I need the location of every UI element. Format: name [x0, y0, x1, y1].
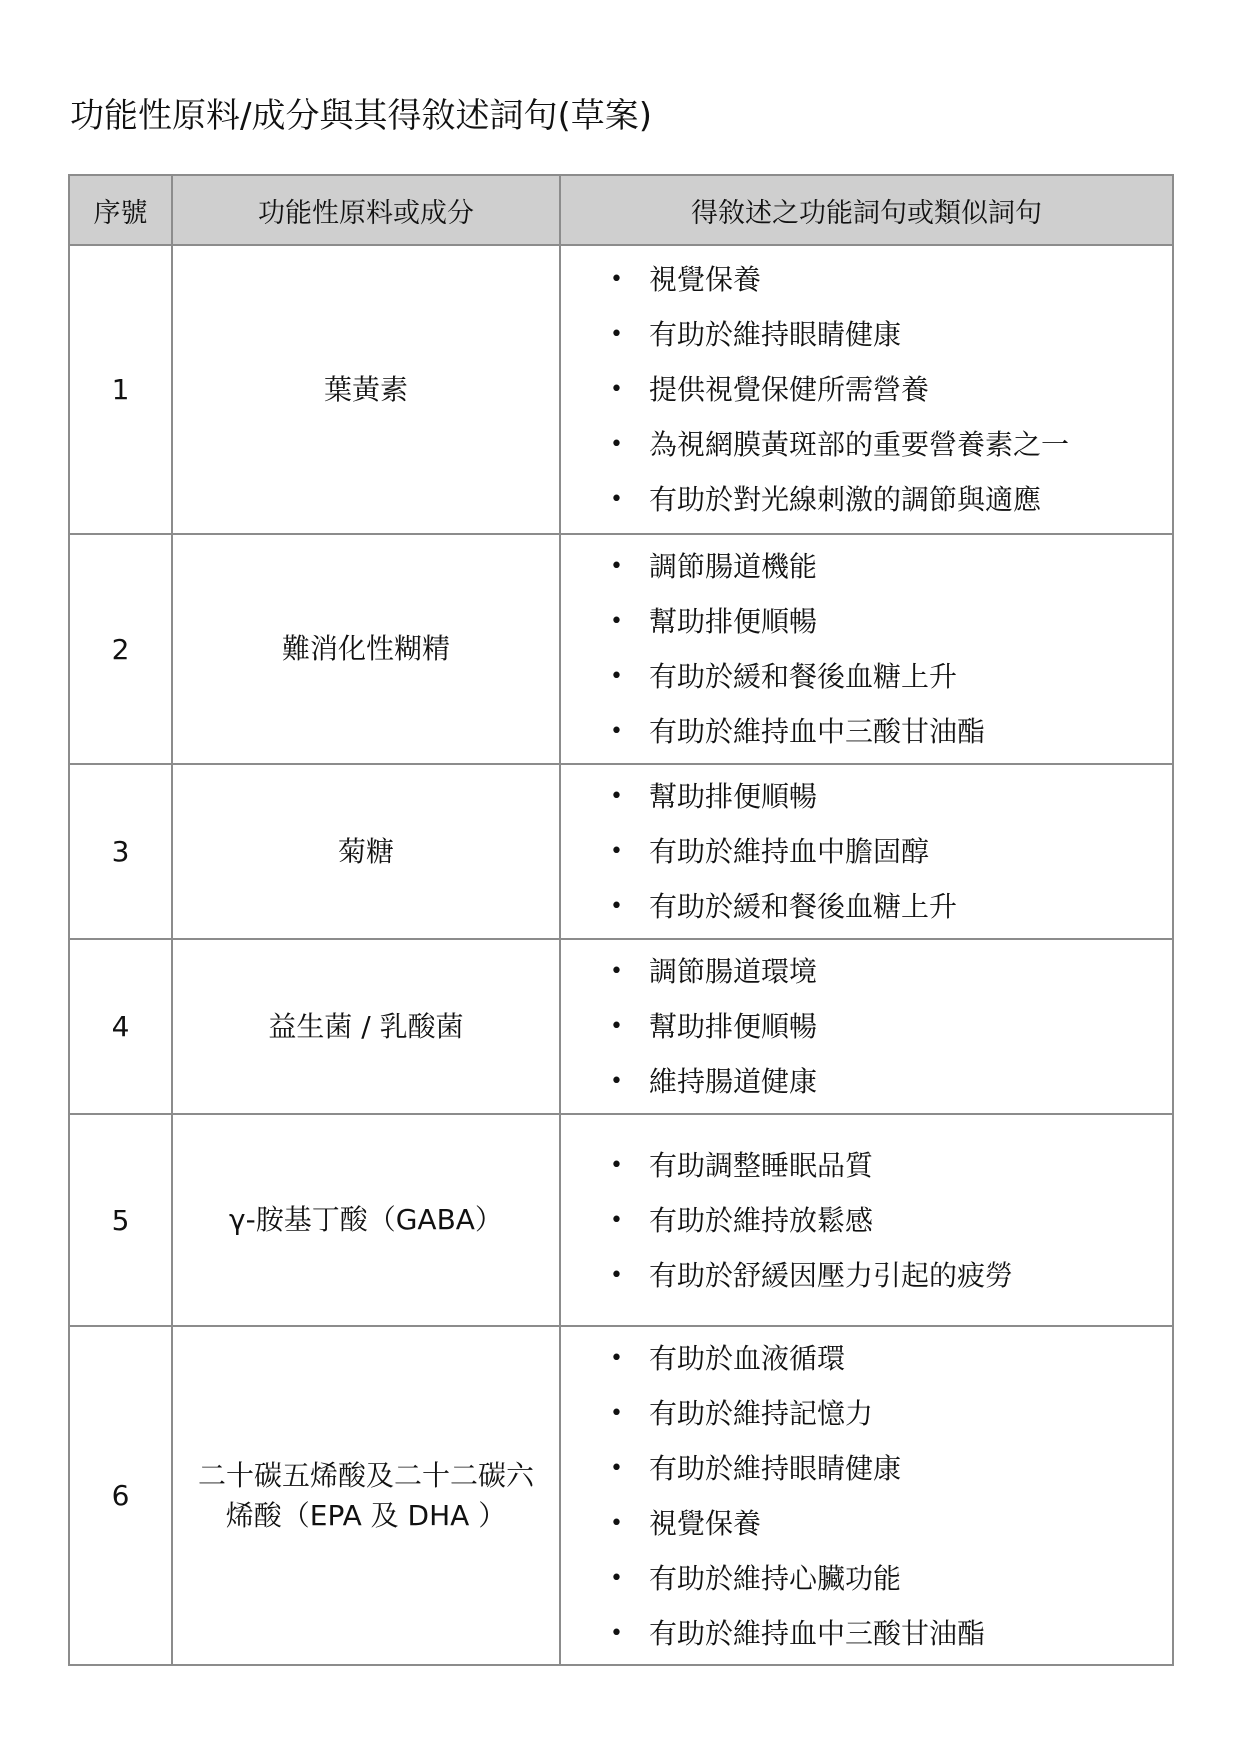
row-number: 3 — [69, 764, 172, 939]
ingredient-name: 葉黃素 — [323, 372, 408, 406]
claims-list — [561, 252, 1172, 527]
claims-cell — [560, 1114, 1173, 1326]
claim-item — [561, 649, 1172, 704]
ingredient-name: 難消化性糊精 — [281, 632, 450, 665]
ingredient-name-line-1: 二十碳五烯酸及二十二碳六 — [197, 1458, 534, 1492]
bullet-icon: • — [610, 839, 623, 864]
bullet-icon: • — [610, 1620, 623, 1646]
ingredient-claims-table — [68, 174, 1174, 1666]
bullet-icon: • — [610, 1400, 623, 1426]
ingredient-name-line-2: 烯酸（EPA 及 DHA ） — [225, 1498, 507, 1532]
claim-text: 有助於維持放鬆感 — [649, 1203, 874, 1237]
bullet-icon: • — [610, 609, 623, 634]
bullet-icon: • — [610, 959, 623, 984]
claims-list — [561, 1138, 1172, 1303]
row-number: 1 — [69, 245, 172, 534]
table-row — [69, 1114, 1173, 1326]
claim-text: 為視網膜黃斑部的重要營養素之一 — [649, 428, 1070, 461]
ingredient-cell — [172, 245, 560, 534]
bullet-icon: • — [610, 554, 623, 579]
claim-item — [561, 1496, 1172, 1551]
claim-item — [561, 1441, 1172, 1496]
claim-item — [561, 1138, 1172, 1193]
claim-item — [561, 879, 1172, 934]
bullet-icon: • — [610, 664, 623, 689]
claim-item — [561, 252, 1172, 307]
claims-list — [561, 539, 1172, 759]
claim-item — [561, 539, 1172, 594]
claim-item — [561, 1054, 1172, 1109]
claims-cell — [560, 764, 1173, 939]
bullet-icon: • — [610, 487, 623, 512]
claim-item — [561, 307, 1172, 362]
claim-item — [561, 1606, 1172, 1661]
claim-text: 維持腸道健康 — [649, 1065, 818, 1098]
ingredient-cell — [172, 1114, 560, 1326]
bullet-icon: • — [610, 784, 623, 809]
claim-text: 有助於維持眼睛健康 — [649, 318, 902, 351]
claim-item — [561, 1193, 1172, 1248]
claim-item — [561, 704, 1172, 759]
claim-text: 有助於緩和餐後血糖上升 — [649, 660, 958, 693]
header-claims: 得敘述之功能詞句或類似詞句 — [560, 175, 1173, 245]
ingredient-cell — [172, 534, 560, 764]
claim-item — [561, 999, 1172, 1054]
claim-text: 幫助排便順暢 — [649, 605, 818, 638]
claim-text: 有助調整睡眠品質 — [649, 1148, 874, 1182]
bullet-icon: • — [610, 267, 623, 292]
bullet-icon: • — [610, 1510, 623, 1536]
page-title: 功能性原料/成分與其得敘述詞句(草案) — [70, 96, 652, 136]
bullet-icon: • — [610, 1207, 623, 1233]
claim-text: 有助於維持血中三酸甘油酯 — [649, 715, 986, 748]
bullet-icon: • — [610, 322, 623, 347]
row-number: 2 — [69, 534, 172, 764]
bullet-icon: • — [610, 1262, 623, 1288]
table-row — [69, 939, 1173, 1114]
claim-text: 幫助排便順暢 — [649, 1010, 818, 1043]
bullet-icon: • — [610, 1345, 623, 1371]
claims-cell — [560, 245, 1173, 534]
claim-item — [561, 1331, 1172, 1386]
claim-item — [561, 769, 1172, 824]
claim-text: 有助於血液循環 — [649, 1341, 846, 1375]
table-row — [69, 534, 1173, 764]
bullet-icon: • — [610, 1069, 623, 1094]
claim-text: 有助於維持心臟功能 — [649, 1561, 902, 1595]
bullet-icon: • — [610, 1455, 623, 1481]
ingredient-name: 菊糖 — [337, 834, 394, 868]
table-row — [69, 764, 1173, 939]
ingredient-name: γ-胺基丁酸（GABA） — [229, 1203, 503, 1236]
claims-cell — [560, 534, 1173, 764]
ingredient-cell — [172, 764, 560, 939]
claim-text: 視覺保養 — [649, 263, 762, 296]
claim-text: 調節腸道機能 — [649, 550, 818, 583]
claims-list — [561, 1331, 1172, 1661]
claim-item — [561, 594, 1172, 649]
claim-item — [561, 417, 1172, 472]
ingredient-cell — [172, 939, 560, 1114]
row-number: 6 — [69, 1326, 172, 1665]
table-header-row — [69, 175, 1173, 245]
ingredient-cell — [172, 1326, 560, 1665]
claim-item — [561, 944, 1172, 999]
table-row — [69, 1326, 1173, 1665]
claim-text: 視覺保養 — [649, 1506, 762, 1540]
bullet-icon: • — [610, 1152, 623, 1178]
claim-text: 調節腸道環境 — [649, 955, 818, 988]
bullet-icon: • — [610, 1565, 623, 1591]
header-ingredient: 功能性原料或成分 — [172, 175, 560, 245]
claims-cell — [560, 939, 1173, 1114]
ingredient-name: 益生菌 / 乳酸菌 — [268, 1009, 464, 1043]
row-number: 4 — [69, 939, 172, 1114]
claim-text: 有助於維持記憶力 — [649, 1396, 874, 1430]
bullet-icon: • — [610, 432, 623, 457]
claims-list — [561, 944, 1172, 1109]
claim-item — [561, 362, 1172, 417]
claims-list — [561, 769, 1172, 934]
bullet-icon: • — [610, 894, 623, 919]
bullet-icon: • — [610, 719, 623, 744]
claim-item — [561, 1551, 1172, 1606]
claims-cell — [560, 1326, 1173, 1665]
row-number: 5 — [69, 1114, 172, 1326]
claim-item — [561, 1248, 1172, 1303]
claim-text: 有助於緩和餐後血糖上升 — [649, 890, 958, 923]
table-row — [69, 245, 1173, 534]
claim-text: 有助於舒緩因壓力引起的疲勞 — [649, 1258, 1014, 1292]
claim-text: 有助於維持血中膽固醇 — [649, 835, 930, 868]
bullet-icon: • — [610, 377, 623, 402]
claim-item — [561, 824, 1172, 879]
claim-text: 幫助排便順暢 — [649, 780, 818, 813]
claim-text: 有助於維持血中三酸甘油酯 — [649, 1616, 986, 1650]
bullet-icon: • — [610, 1014, 623, 1039]
claim-item — [561, 472, 1172, 527]
claim-item — [561, 1386, 1172, 1441]
claim-text: 有助於對光線刺激的調節與適應 — [649, 483, 1042, 516]
claim-text: 提供視覺保健所需營養 — [649, 373, 930, 406]
header-serial-number: 序號 — [69, 175, 172, 245]
claim-text: 有助於維持眼睛健康 — [649, 1451, 902, 1485]
